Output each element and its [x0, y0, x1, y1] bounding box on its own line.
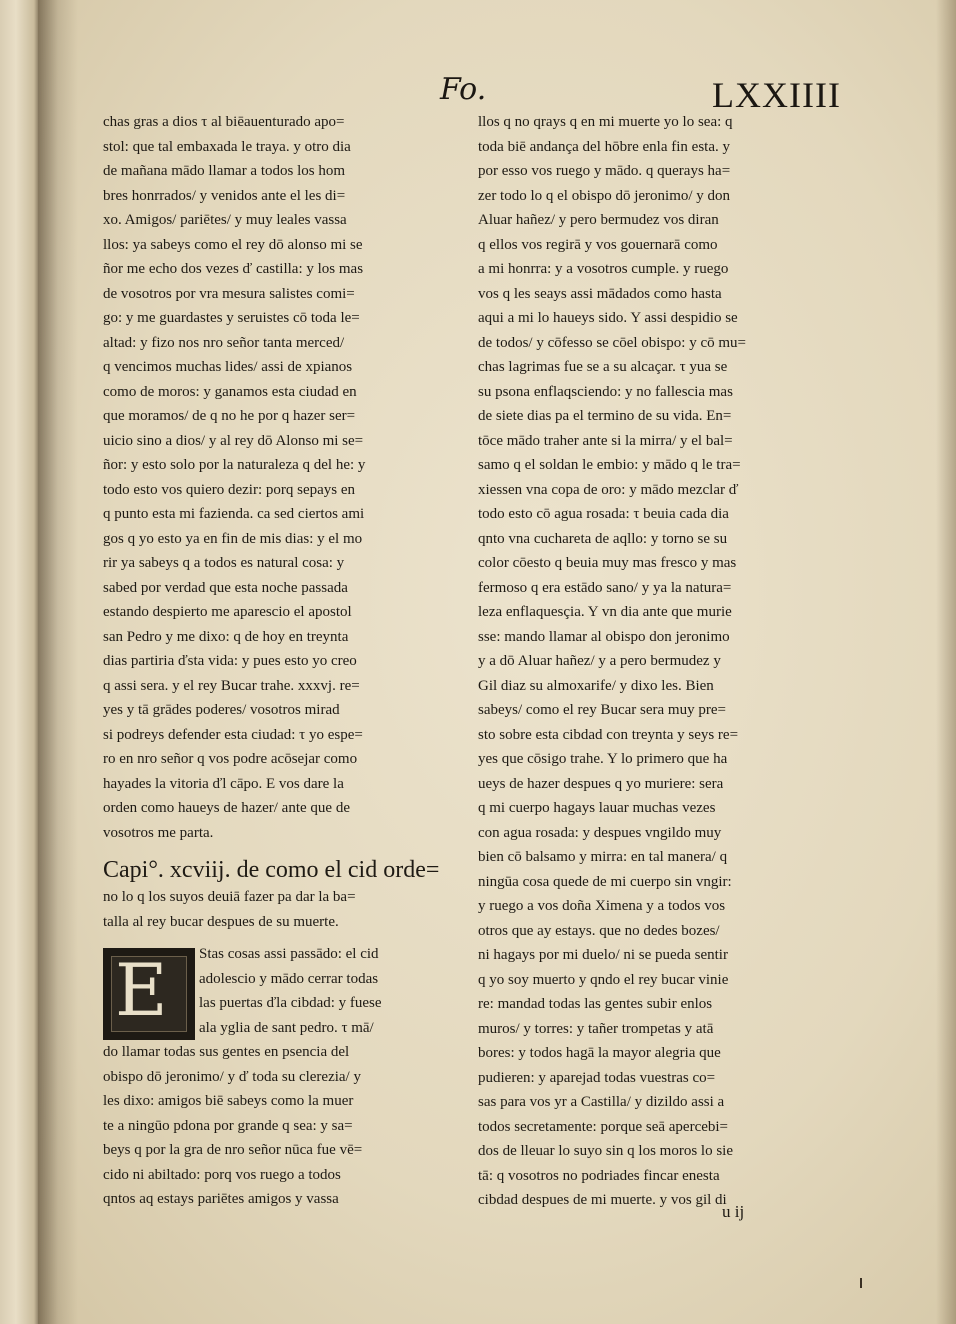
text-line: otros que ay estays. que no dedes bozes/ [478, 922, 720, 939]
text-line: y ruego a vos doña Ximena y a todos vos [478, 898, 726, 914]
text-line: ñor me echo dos vezes ď castilla: y los mas [103, 261, 364, 277]
text-line: ni hagays por mi duelo/ ni se pueda sentir [478, 947, 728, 963]
text-line: xiessen vna copa de oro: y mādo mezclar ď [478, 481, 739, 498]
text-line: sabeys/ como el rey Bucar sera muy pre= [478, 702, 726, 718]
paper-mark [860, 1278, 862, 1288]
text-line: toda biē andança del hōbre enla fin esta. y [478, 138, 730, 155]
text-line: dos de lleuar lo suyo sin q los moros lo sie [478, 1143, 733, 1159]
dropcap-paragraph [103, 942, 448, 1040]
chapter-subheading-line: no lo q los suyos deuiā fazer pa dar la ba= [103, 889, 356, 905]
decorated-initial [103, 948, 195, 1040]
text-line: q mi cuerpo hagays lauar muchas vezes [478, 800, 716, 816]
text-line: ala yglia de sant pedro. τ mā/ [199, 1019, 374, 1036]
left-text-block-bottom [103, 1040, 448, 1212]
text-line: pudieren: y aparejad todas vuestras co= [478, 1069, 716, 1086]
previous-page-edge [0, 0, 40, 1324]
text-line: bres honrrados/ y venidos ante el les di= [103, 187, 346, 204]
right-column [478, 110, 833, 1213]
text-line: vosotros me parta. [103, 824, 214, 841]
text-line: adolescio y mādo cerrar todas [199, 970, 379, 987]
chapter-heading: Capi°. xcviij. de como el cid orde= [103, 857, 440, 883]
text-line: y a dō Aluar hañez/ y a pero bermudez y [478, 653, 721, 669]
text-line: sse: mando llamar al obispo don jeronimo [478, 628, 730, 645]
left-text-block [103, 110, 448, 845]
text-line: su psona enflaqsciendo: y no fallescia mas [478, 383, 733, 400]
text-line: go: y me guardastes y seruistes cō toda le= [103, 310, 360, 326]
signature-mark: u ij [722, 1202, 745, 1221]
text-line: yes y tā grādes poderes/ vosotros mirad [103, 702, 340, 718]
text-line: leza enflaquesçia. Y vn dia ante que murie [478, 604, 732, 620]
text-line: todos secretamente: porque seā apercebi= [478, 1118, 729, 1135]
text-line: samo q el soldan le embio: y mādo q le tra= [478, 457, 741, 473]
text-line: qnto vna cuchareta de aqllo: y torno se su [478, 530, 728, 547]
text-line: Stas cosas assi passādo: el cid [199, 946, 379, 962]
text-line: rir ya sabeys q a todos es natural cosa: y [103, 555, 345, 571]
text-line: sas para vos yr a Castilla/ y dizildo assi a [478, 1094, 725, 1110]
text-line: bien cō balsamo y mirra: en tal manera/ q [478, 849, 728, 865]
text-line: chas lagrimas fue se a su alcaçar. τ yua se [478, 359, 728, 375]
text-line: de siete dias pa el termino de su vida. En= [478, 408, 732, 424]
text-line: todo esto cō agua rosada: τ beuia cada dia [478, 506, 729, 522]
text-line: q yo soy muerto y qndo el rey bucar vinie [478, 971, 729, 988]
text-line: zer todo lo q el obispo dō jeronimo/ y don [478, 187, 731, 204]
text-line: obispo dō jeronimo/ y ď toda su clerezia/ y [103, 1068, 361, 1085]
gutter-shadow [38, 0, 78, 1324]
text-line: xo. Amigos/ pariētes/ y muy leales vassa [103, 212, 347, 228]
text-line: stol: que tal embaxada le traya. y otro dia [103, 138, 351, 155]
text-line: ñor: y esto solo por la naturaleza q del he: y [103, 457, 366, 473]
text-line: do llamar todas sus gentes en psencia del [103, 1044, 350, 1060]
text-line: estando despierto me aparescio el apostol [103, 604, 352, 620]
text-line: bores: y todos hagā la mayor alegria que [478, 1045, 721, 1061]
text-line: fermoso q era estādo sano/ y ya la natura= [478, 579, 732, 596]
text-line: las puertas ďla cibdad: y fuese [199, 995, 382, 1011]
text-line: cido ni abiltado: porq vos ruego a todos [103, 1166, 341, 1183]
text-line: te a ningūo pdona por grande q sea: y sa= [103, 1117, 353, 1134]
text-line: cibdad despues de mi muerte. y vos gil di [478, 1192, 727, 1208]
text-line: de mañana mādo llamar a todos los hom [103, 163, 346, 179]
text-line: todo esto vos quiero dezir: porq sepays en [103, 481, 356, 498]
text-line: san Pedro y me dixo: q de hoy en treynta [103, 628, 349, 645]
text-line: gos q yo esto ya en fin de mis dias: y el mo [103, 530, 363, 547]
text-line: de vosotros por vra mesura salistes comi= [103, 285, 355, 302]
text-line: altad: y fizo nos nro señor tanta merced/ [103, 334, 345, 351]
text-line: sto sobre esta cibdad con treynta y seys re= [478, 726, 739, 743]
text-line: de todos/ y cōfesso se cōel obispo: y cō mu= [478, 334, 747, 351]
text-line: yes que cōsigo trahe. Y lo primero que ha [478, 751, 728, 767]
page-right-edge [936, 0, 956, 1324]
chapter-subheading-line: talla al rey bucar despues de su muerte. [103, 913, 339, 930]
text-line: aqui a mi lo haueys sido. Y assi despidio se [478, 310, 738, 326]
text-line: color cōesto q beuia muy mas fresco y mas [478, 555, 737, 571]
right-text-block [478, 110, 833, 1213]
text-line: qntos aq estays pariētes amigos y vassa [103, 1191, 339, 1207]
text-line: q ellos vos regirā y vos gouernarā como [478, 236, 718, 253]
text-line: ro en nro señor q vos podre acōsejar como [103, 751, 358, 767]
text-line: orden como haueys de hazer/ ante que de [103, 800, 350, 816]
text-line: si podreys defender esta ciudad: τ yo espe= [103, 726, 363, 743]
text-line: Gil diaz su almoxarife/ y dixo les. Bien [478, 677, 714, 694]
text-line: les dixo: amigos biē sabeys como la muer [103, 1093, 354, 1109]
text-line: muros/ y torres: y tañer trompetas y atā [478, 1020, 714, 1037]
text-line: tā: q vosotros no podriades fincar enesta [478, 1167, 720, 1184]
text-line: llos q no qrays q en mi muerte yo lo sea: q [478, 114, 733, 130]
text-line: que moramos/ de q no he por q hazer ser= [103, 408, 356, 424]
folio-number: LXXIIII [712, 75, 841, 115]
folio-label: Fo. [440, 72, 487, 107]
text-line: llos: ya sabeys como el rey dō alonso mi se [103, 236, 363, 253]
text-line: sabed por verdad que esta noche passada [103, 579, 348, 596]
text-line: con agua rosada: y despues vngildo muy [478, 824, 722, 841]
text-line: uicio sino a dios/ y al rey dō Alonso mi se= [103, 432, 364, 449]
text-line: q vencimos muchas lides/ assi de xpianos [103, 359, 353, 375]
text-line: por esso vos ruego y mādo. q querays ha= [478, 163, 731, 179]
text-line: dias partiria ďsta vida: y pues esto yo creo [103, 653, 357, 669]
text-line: hayades la vitoria ďl cāpo. E vos dare la [103, 775, 344, 792]
text-line: re: mandad todas las gentes subir enlos [478, 996, 713, 1012]
text-line: Aluar hañez/ y pero bermudez vos diran [478, 212, 719, 228]
text-line: vos q les seays assi mādados como hasta [478, 285, 722, 302]
text-line: tōce mādo traher ante si la mirra/ y el bal= [478, 432, 733, 449]
text-line: chas gras a dios τ al biēauenturado apo= [103, 114, 345, 130]
text-line: a mi honrra: y a vosotros cumple. y ruego [478, 261, 729, 277]
decorated-initial-letter: E [115, 948, 168, 1032]
left-column [103, 110, 448, 1212]
text-line: ueys de hazer despues q yo muriere: sera [478, 775, 724, 792]
text-line: q assi sera. y el rey Bucar trahe. xxxvj. re= [103, 677, 360, 694]
text-line: q punto esta mi fazienda. ca sed ciertos ami [103, 506, 365, 522]
text-line: beys q por la gra de nro señor nūca fue vē= [103, 1142, 363, 1158]
text-line: como de moros: y ganamos esta ciudad en [103, 383, 357, 400]
text-line: ningūa cosa quede de mi cuerpo sin vngir: [478, 873, 732, 890]
